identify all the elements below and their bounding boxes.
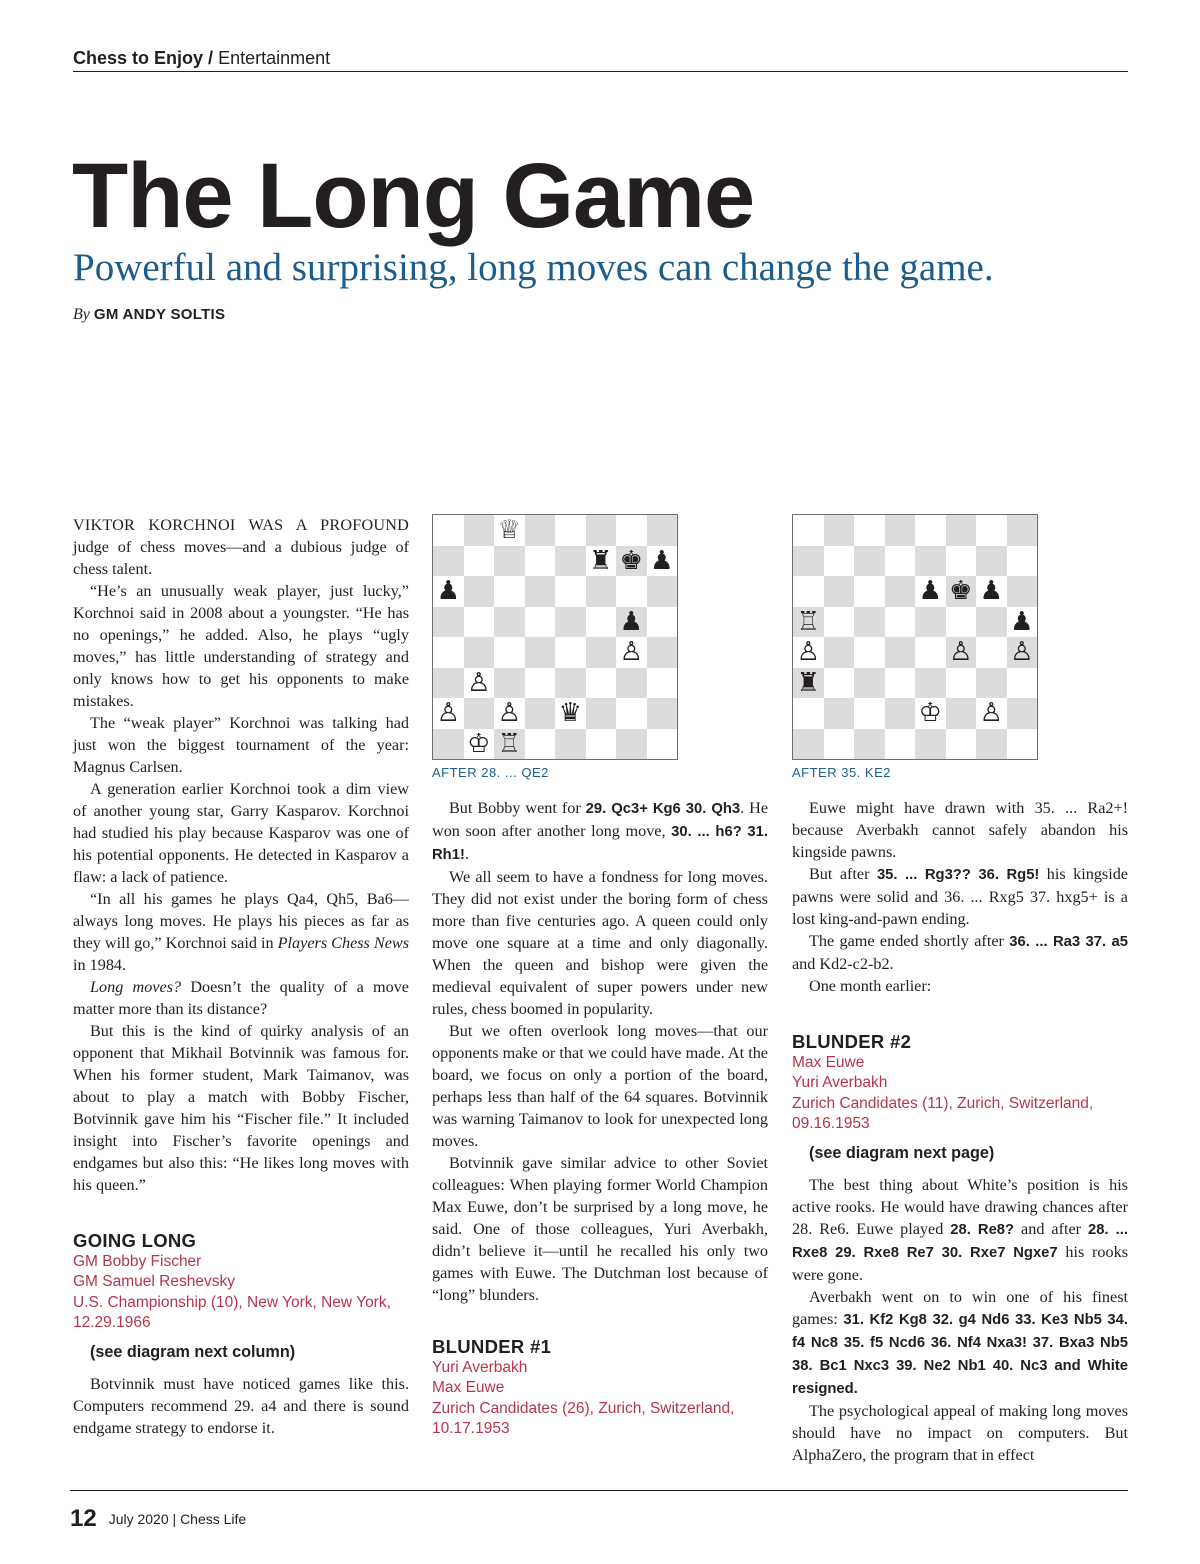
board-square <box>525 668 556 699</box>
black-player: GM Samuel Reshevsky <box>73 1273 235 1291</box>
byline-author: GM ANDY SOLTIS <box>93 306 226 323</box>
board-square <box>647 607 678 638</box>
board-square <box>854 576 885 607</box>
board-square <box>616 729 647 760</box>
board-square <box>793 729 824 760</box>
board-square <box>525 637 556 668</box>
paragraph-text: his kingside pawns were solid and 36. ... Rxg5 37. hxg5+ is a lost king-and-pawn ending. <box>792 865 1128 928</box>
board-square <box>915 637 946 668</box>
paragraph-text: But after <box>809 865 877 883</box>
board-square <box>555 576 586 607</box>
section-name: Chess to Enjoy <box>73 48 204 68</box>
board-square <box>1007 546 1038 577</box>
board-square <box>885 515 916 546</box>
board-square <box>915 546 946 577</box>
chess-piece-square: ♜ <box>586 546 617 577</box>
board-square <box>824 515 855 546</box>
chess-piece-square: ♚ <box>616 546 647 577</box>
board-square <box>464 607 495 638</box>
board-square <box>915 729 946 760</box>
paragraph-text: Averbakh went on to win one of his finest games: <box>792 1288 1128 1329</box>
board-square <box>824 637 855 668</box>
diagram-note: (see diagram next page) <box>809 1144 995 1163</box>
board-square <box>433 546 464 577</box>
paragraph: One month earlier: <box>809 977 932 995</box>
board-square <box>647 668 678 699</box>
chess-piece-square: ♔ <box>464 729 495 760</box>
move-notation: 36. ... Ra3 37. a5 <box>1009 934 1128 950</box>
board-square <box>824 607 855 638</box>
column-3 <box>792 514 1128 1466</box>
chess-piece-square: ♖ <box>793 607 824 638</box>
board-square <box>824 729 855 760</box>
paragraph-text: in 1984. <box>73 956 127 974</box>
board-square <box>824 698 855 729</box>
board-square <box>586 668 617 699</box>
chessboard <box>792 514 1038 760</box>
game-info <box>432 1358 768 1439</box>
board-square <box>915 607 946 638</box>
board-square <box>525 607 556 638</box>
chess-piece-square: ♙ <box>793 637 824 668</box>
board-square <box>647 576 678 607</box>
board-square <box>1007 698 1038 729</box>
board-square <box>1007 729 1038 760</box>
board-square <box>433 637 464 668</box>
board-square <box>647 698 678 729</box>
board-square <box>885 668 916 699</box>
issue-date: July 2020 <box>108 1511 169 1527</box>
chess-piece-square: ♟ <box>647 546 678 577</box>
board-square <box>946 668 977 699</box>
footer-separator: | <box>172 1511 177 1527</box>
paragraph-text: and after <box>1014 1220 1089 1239</box>
board-square <box>586 729 617 760</box>
board-square <box>976 607 1007 638</box>
paragraph <box>792 1286 1128 1400</box>
chessboard <box>432 514 678 760</box>
chess-piece-square: ♙ <box>494 698 525 729</box>
chess-diagram-1 <box>432 514 678 781</box>
board-square <box>555 546 586 577</box>
board-square <box>464 576 495 607</box>
white-player: Yuri Averbakh <box>432 1359 528 1376</box>
paragraph-text: . <box>464 845 469 863</box>
board-square <box>854 607 885 638</box>
board-square <box>1007 668 1038 699</box>
chess-piece-square: ♙ <box>433 698 464 729</box>
publication-title: Players Chess News <box>277 934 410 952</box>
paragraph: The “weak player” Korchnoi was talking had just won the biggest tournament of the year: Magnus Carlsen. <box>73 714 409 776</box>
column-2 <box>432 514 768 1439</box>
chess-piece-square: ♟ <box>433 576 464 607</box>
board-square <box>1007 515 1038 546</box>
board-square <box>494 668 525 699</box>
page-number: 12 <box>70 1505 97 1532</box>
board-square <box>824 546 855 577</box>
lead-in: VIKTOR KORCHNOI WAS A PROFOUND <box>73 516 409 534</box>
chess-piece-square: ♙ <box>946 637 977 668</box>
white-player: GM Bobby Fischer <box>73 1253 202 1270</box>
board-square <box>464 515 495 546</box>
game-event: U.S. Championship (10), New York, New York, 12.29.1966 <box>73 1293 391 1331</box>
board-square <box>433 515 464 546</box>
move-notation: 35. ... Rg3?? 36. Rg5! <box>876 867 1040 883</box>
paragraph <box>73 888 409 976</box>
board-square <box>946 546 977 577</box>
paragraph: “He’s an unusually weak player, just lucky,” Korchnoi said in 2008 about a youngster. “He has no openings,” he added. Also, he plays “ugly moves,” has little understanding of strategy and only knows how to get his opponents to make mistakes. <box>73 582 409 710</box>
black-player: Yuri Averbakh <box>792 1074 888 1092</box>
footer-text <box>109 1511 247 1527</box>
board-square <box>464 698 495 729</box>
game-info <box>792 1053 1128 1134</box>
board-square <box>433 607 464 638</box>
diagram-caption: AFTER 35. KE2 <box>792 765 891 780</box>
game-info <box>73 1252 409 1333</box>
paragraph-text: The game ended shortly after <box>809 932 1010 950</box>
board-square <box>555 729 586 760</box>
board-square <box>525 546 556 577</box>
board-square <box>854 668 885 699</box>
board-square <box>555 668 586 699</box>
section-header <box>73 47 1128 72</box>
board-square <box>525 515 556 546</box>
board-square <box>586 576 617 607</box>
chess-piece-square: ♟ <box>976 576 1007 607</box>
emphasis: Long moves? <box>90 978 182 996</box>
game-event: Zurich Candidates (11), Zurich, Switzerland, 09.16.1953 <box>792 1094 1094 1132</box>
chess-piece-square: ♟ <box>1007 607 1038 638</box>
board-square <box>616 698 647 729</box>
board-square <box>494 546 525 577</box>
paragraph-text: judge of chess moves—and a dubious judge of chess talent. <box>73 538 409 578</box>
board-square <box>555 607 586 638</box>
chess-piece-square: ♙ <box>976 698 1007 729</box>
board-square <box>885 546 916 577</box>
paragraph-text: The best thing about White’s position is his active rooks. He would have drawing chances after 28. Re6. Euwe played <box>792 1176 1128 1239</box>
board-square <box>885 576 916 607</box>
board-square <box>555 515 586 546</box>
chess-piece-square: ♛ <box>555 698 586 729</box>
board-square <box>885 637 916 668</box>
board-square <box>824 576 855 607</box>
board-square <box>525 729 556 760</box>
move-notation: 31. Kf2 Kg8 32. g4 Nd6 33. Ke3 Nb5 34. f4 Nc8 35. f5 Ncd6 36. Nf4 Nxa3! 37. Bxa3 Nb5 38. Bc1 Nxc3 39. Ne2 Nb1 40. Nc3 and White resigned. <box>792 1312 1128 1398</box>
paragraph: But this is the kind of quirky analysis of an opponent that Mikhail Botvinnik was famous for. When his former student, Mark Taimanov, was about to play a match with Bobby Fischer, Botvinnik gave him his “Fischer file.” It included insight into Fischer’s favorite openings and endgames but also this: “He likes long moves with his queen.” <box>73 1022 409 1194</box>
move-notation: 30. ... h6? 31. Rh1! <box>432 824 768 863</box>
move-notation: 28. ... Rxe8 29. Rxe8 Re7 30. Rxe7 Ngxe7 <box>792 1222 1128 1262</box>
move-notation: 29. Qc3+ Kg6 30. Qh3 <box>585 801 741 817</box>
board-square <box>793 576 824 607</box>
paragraph: Euwe might have drawn with 35. ... Ra2+! because Averbakh cannot safely abandon his kingside pawns. <box>792 799 1128 861</box>
board-square <box>885 607 916 638</box>
board-square <box>793 698 824 729</box>
paragraph: Botvinnik must have noticed games like this. Computers recommend 29. a4 and there is sound endgame strategy to endorse it. <box>73 1375 409 1438</box>
section-heading-blunder-2: BLUNDER #2 <box>792 1031 912 1052</box>
board-square <box>976 729 1007 760</box>
article-title: The Long Game <box>72 145 755 247</box>
move-notation: 28. Re8? <box>950 1222 1015 1239</box>
board-square <box>494 576 525 607</box>
paragraph <box>792 1174 1128 1286</box>
board-square <box>647 729 678 760</box>
chess-piece-square: ♙ <box>616 637 647 668</box>
board-square <box>616 668 647 699</box>
board-square <box>854 698 885 729</box>
byline-by: By <box>73 306 90 323</box>
board-square <box>525 698 556 729</box>
game-event: Zurich Candidates (26), Zurich, Switzerland, 10.17.1953 <box>432 1399 735 1437</box>
chess-piece-square: ♖ <box>494 729 525 760</box>
paragraph-text: and Kd2-c2-b2. <box>792 955 894 973</box>
board-square <box>946 607 977 638</box>
board-square <box>915 668 946 699</box>
board-square <box>494 637 525 668</box>
board-square <box>586 607 617 638</box>
chess-piece-square: ♕ <box>494 515 525 546</box>
board-square <box>854 515 885 546</box>
diagram-caption: AFTER 28. ... QE2 <box>432 765 549 780</box>
board-square <box>793 546 824 577</box>
board-square <box>946 698 977 729</box>
chess-piece-square: ♚ <box>946 576 977 607</box>
column-1 <box>73 514 409 1439</box>
diagram-note: (see diagram next column) <box>90 1343 296 1362</box>
board-square <box>586 637 617 668</box>
chess-diagram-2 <box>792 514 1038 781</box>
byline <box>73 305 225 325</box>
paragraph: But we often overlook long moves—that our opponents make or that we could have made. At the board, we focus on only a portion of the board, perhaps less than half of the 64 squares. Botvinnik was warning Taimanov to look for unexpected long moves. <box>432 1022 768 1150</box>
board-square <box>647 515 678 546</box>
board-square <box>525 576 556 607</box>
chess-piece-square: ♙ <box>1007 637 1038 668</box>
paragraph-text: Doesn’t the quality of a move matter more than its distance? <box>73 978 409 1018</box>
section-heading-blunder-1: BLUNDER #1 <box>432 1336 552 1357</box>
board-square <box>616 515 647 546</box>
board-square <box>616 576 647 607</box>
board-square <box>976 546 1007 577</box>
article-subtitle: Powerful and surprising, long moves can change the game. <box>73 246 994 289</box>
paragraph-text: “In all his games he plays Qa4, Qh5, Ba6—always long moves. He plays his pieces as far as they will go,” Korchnoi said in <box>73 890 409 952</box>
chess-piece-square: ♟ <box>915 576 946 607</box>
paragraph <box>73 514 409 580</box>
board-square <box>976 637 1007 668</box>
board-square <box>946 729 977 760</box>
section-category: Entertainment <box>218 48 331 68</box>
page-footer <box>70 1490 1128 1533</box>
paragraph <box>73 976 409 1020</box>
paragraph <box>792 863 1128 930</box>
publication-name: Chess Life <box>180 1511 247 1527</box>
board-square <box>854 729 885 760</box>
board-square <box>494 607 525 638</box>
paragraph-text: his rooks were gone. <box>792 1243 1128 1285</box>
chess-piece-square: ♙ <box>464 668 495 699</box>
board-square <box>915 515 946 546</box>
black-player: Max Euwe <box>432 1379 505 1397</box>
board-square <box>824 668 855 699</box>
board-square <box>885 729 916 760</box>
paragraph: The psychological appeal of making long moves should have no impact on computers. But AlphaZero, the program that in effect <box>792 1402 1128 1465</box>
section-heading-going-long: GOING LONG <box>73 1230 197 1251</box>
board-square <box>793 515 824 546</box>
board-square <box>433 668 464 699</box>
board-square <box>586 515 617 546</box>
header-separator: / <box>208 48 214 68</box>
board-square <box>586 698 617 729</box>
board-square <box>1007 576 1038 607</box>
board-square <box>464 546 495 577</box>
board-square <box>555 637 586 668</box>
board-square <box>976 515 1007 546</box>
paragraph: Botvinnik gave similar advice to other Soviet colleagues: When playing former World Champion Max Euwe, don’t be surprised by a long move, he said. One of those colleagues, Yuri Averbakh, didn’t believe it—until he recalled his only two games with Euwe. The Dutchman lost because of “long” blunders. <box>432 1154 768 1304</box>
chess-piece-square: ♜ <box>793 668 824 699</box>
paragraph: We all seem to have a fondness for long moves. They did not exist under the boring form of chess more than five centuries ago. A queen could only move one square at a time and only diagonally. When the queen and bishop were given the medieval equivalent of super powers under new rules, chess boomed in popularity. <box>432 868 768 1018</box>
board-square <box>885 698 916 729</box>
chess-piece-square: ♟ <box>616 607 647 638</box>
board-square <box>464 637 495 668</box>
board-square <box>647 637 678 668</box>
paragraph: A generation earlier Korchnoi took a dim view of another young star, Garry Kasparov. Korchnoi had studied his play because Kasparov was one of his potential opponents. He detected in Kasparov a flaw: a lack of patience. <box>73 780 409 886</box>
white-player: Max Euwe <box>792 1054 865 1071</box>
chess-piece-square: ♔ <box>915 698 946 729</box>
board-square <box>946 515 977 546</box>
paragraph-text: . He won soon after another long move, <box>432 799 768 840</box>
paragraph-text: But Bobby went for <box>449 799 586 817</box>
board-square <box>433 729 464 760</box>
board-square <box>854 637 885 668</box>
paragraph <box>432 797 768 866</box>
paragraph <box>792 930 1128 975</box>
board-square <box>854 546 885 577</box>
board-square <box>976 668 1007 699</box>
